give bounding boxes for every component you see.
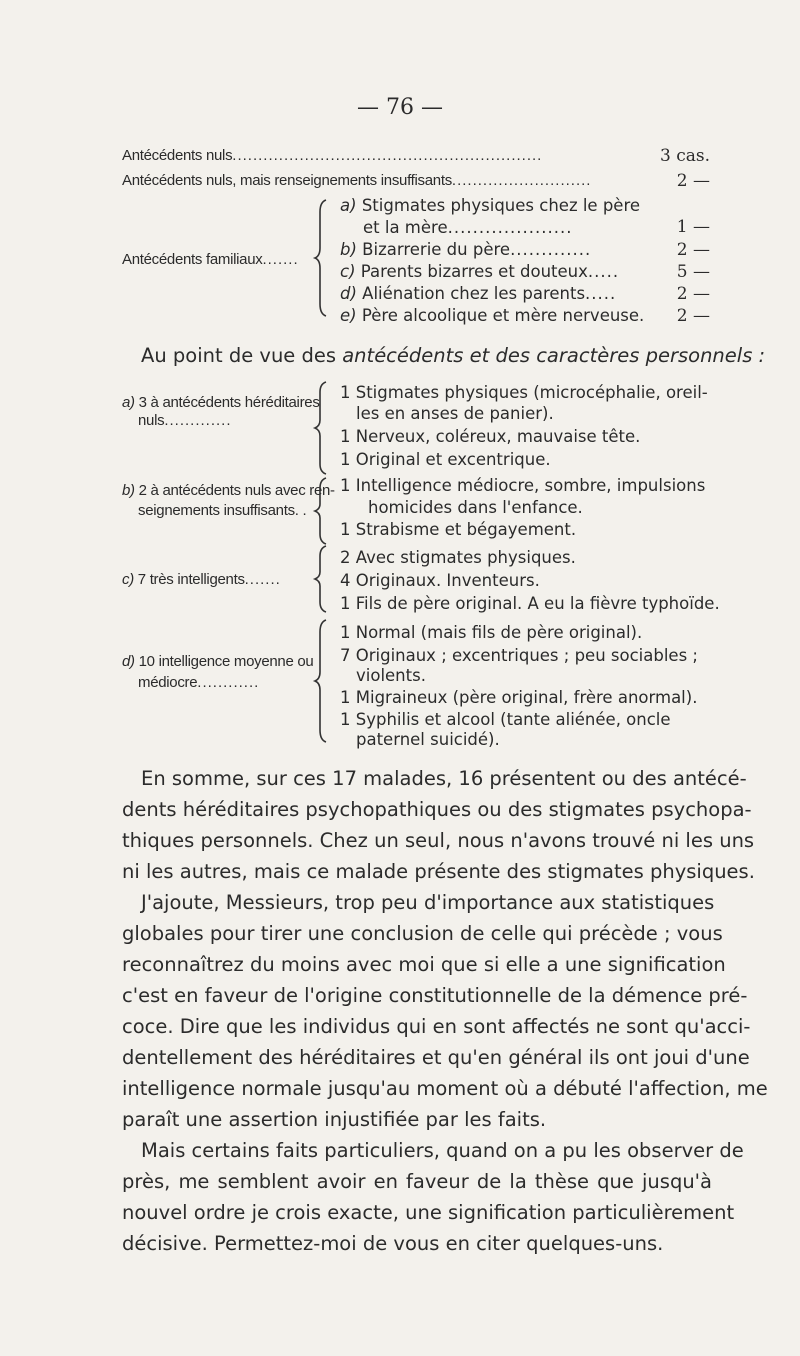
row-label: Antécédents nuls, mais renseignements insuffisants	[122, 172, 452, 189]
familiaux-item-e: e) Père alcoolique et mère nerveuse.	[340, 306, 645, 325]
row-label: Antécédents nuls	[122, 147, 233, 164]
paragraph-line: thiques personnels. Chez un seul, nous n'avons trouvé ni les uns	[122, 829, 755, 852]
intro-heading: Au point de vue des antécédents et des caractères personnels :	[141, 344, 766, 367]
familiaux-count-b: 2 —	[676, 240, 710, 260]
group-d-item: 1 Syphilis et alcool (tante aliénée, oncle	[340, 710, 671, 729]
row-antecedents-insuffisants: Antécédents nuls, mais renseignements insuffisants...........................	[122, 172, 592, 189]
page-number: — 76 —	[357, 95, 443, 120]
group-a-brace	[312, 380, 332, 476]
group-a-label-cont: nuls.............	[138, 412, 232, 429]
paragraph-line: paraît une assertion injustifiée par les faits.	[122, 1108, 547, 1131]
familiaux-item-a: a) Stigmates physiques chez le père	[340, 196, 641, 215]
paragraph-line: dents héréditaires psychopathiques ou des stigmates psychopa-	[122, 798, 752, 821]
paragraph-line: nouvel ordre je crois exacte, une signification particulièrement	[122, 1201, 735, 1224]
paragraph-line: En somme, sur ces 17 malades, 16 présentent ou des antécé-	[141, 767, 747, 790]
paragraph-line: ni les autres, mais ce malade présente des stigmates physiques.	[122, 860, 755, 883]
group-c-item: 1 Fils de père original. A eu la fièvre typhoïde.	[340, 594, 720, 613]
familiaux-item-d: d) Aliénation chez les parents.....	[340, 284, 617, 303]
familiaux-count-d: 2 —	[676, 284, 710, 304]
paragraph-line: c'est en faveur de l'origine constitutionnelle de la démence pré-	[122, 984, 748, 1007]
group-b-item: homicides dans l'enfance.	[368, 498, 583, 517]
group-b-label: b) 2 à antécédents nuls avec ren-	[122, 482, 335, 499]
group-d-item: 7 Originaux ; excentriques ; peu sociables ;	[340, 646, 698, 665]
group-a-item: 1 Nerveux, coléreux, mauvaise tête.	[340, 427, 641, 446]
paragraph-line: intelligence normale jusqu'au moment où a débuté l'affection, me	[122, 1077, 768, 1100]
group-d-item: 1 Normal (mais fils de père original).	[340, 623, 643, 642]
group-c-brace	[312, 544, 332, 614]
paragraph-line: Mais certains faits particuliers, quand on a pu les observer de	[141, 1139, 744, 1162]
group-c-item: 2 Avec stigmates physiques.	[340, 548, 576, 567]
group-d-item: 1 Migraineux (père original, frère anormal).	[340, 688, 698, 707]
group-d-item: paternel suicidé).	[356, 730, 500, 749]
row-antecedents-nuls: Antécédents nuls............................................................	[122, 147, 543, 164]
row-count: 2 —	[676, 171, 710, 191]
familiaux-item-b: b) Bizarrerie du père.............	[340, 240, 592, 259]
familiaux-brace	[312, 198, 332, 318]
paragraph-line: J'ajoute, Messieurs, trop peu d'importance aux statistiques	[141, 891, 715, 914]
group-a-item: 1 Stigmates physiques (microcéphalie, oreil-	[340, 383, 708, 402]
familiaux-count-e: 2 —	[676, 306, 710, 326]
group-d-brace	[312, 618, 332, 744]
group-c-label: c) 7 très intelligents.......	[122, 571, 281, 588]
group-a-item: les en anses de panier).	[356, 404, 554, 423]
familiaux-item-c: c) Parents bizarres et douteux.....	[340, 262, 620, 281]
group-d-label-cont: médiocre............	[138, 674, 260, 691]
paragraph-line: dentellement des héréditaires et qu'en général ils ont joui d'une	[122, 1046, 750, 1069]
group-a-item: 1 Original et excentrique.	[340, 450, 551, 469]
familiaux-item-a-cont: et la mère....................	[363, 218, 573, 237]
familiaux-count-c: 5 —	[676, 262, 710, 282]
group-b-brace	[312, 476, 332, 546]
group-b-item: 1 Intelligence médiocre, sombre, impulsions	[340, 476, 706, 495]
group-a-label: a) 3 à antécédents héréditaires	[122, 394, 320, 411]
group-c-item: 4 Originaux. Inventeurs.	[340, 571, 540, 590]
paragraph-line: globales pour tirer une conclusion de celle qui précède ; vous	[122, 922, 723, 945]
paragraph-line: près, me semblent avoir en faveur de la thèse que jusqu'à	[122, 1170, 712, 1193]
paragraph-line: reconnaîtrez du moins avec moi que si elle a une signification	[122, 953, 726, 976]
group-d-item: violents.	[356, 666, 426, 685]
group-d-label: d) 10 intelligence moyenne ou	[122, 653, 314, 670]
paragraph-line: coce. Dire que les individus qui en sont affectés ne sont qu'acci-	[122, 1015, 751, 1038]
familiaux-label: Antécédents familiaux.......	[122, 251, 299, 268]
familiaux-count-a: 1 —	[676, 217, 710, 237]
paragraph-line: décisive. Permettez-moi de vous en citer quelques-uns.	[122, 1232, 664, 1255]
group-b-item: 1 Strabisme et bégayement.	[340, 520, 577, 539]
group-b-label-cont: seignements insuffisants. .	[138, 502, 307, 519]
row-count: 3 cas.	[659, 146, 710, 166]
